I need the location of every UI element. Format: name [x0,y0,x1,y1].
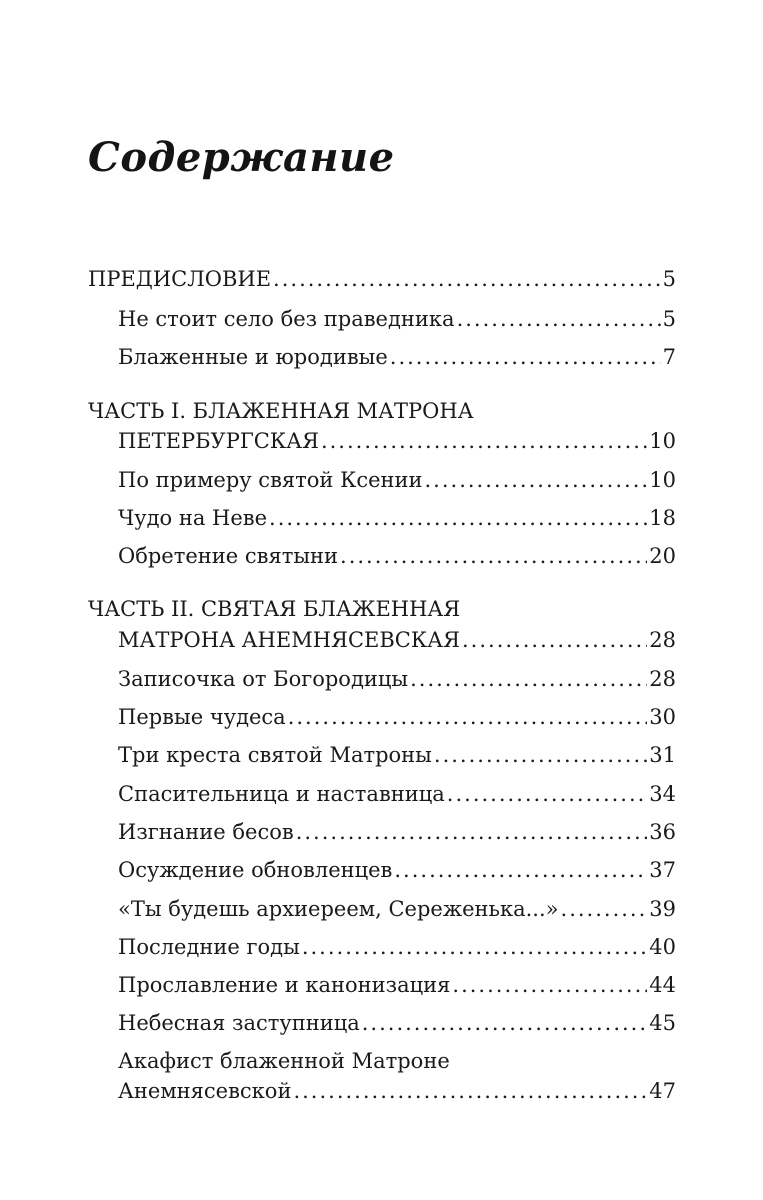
toc-entry-preface[interactable] [88,266,676,292]
page-title: Содержание [88,134,395,181]
toc-entry-label: ПРЕДИСЛОВИЕ [88,267,272,291]
toc-entry-label: МАТРОНА АНЕМНЯСЕВСКАЯ [118,628,460,652]
toc-page-number: 20 [649,544,676,568]
toc-page-number: 37 [649,858,676,882]
toc-page-number: 45 [649,1011,676,1035]
toc-entry[interactable] [118,505,676,531]
toc-page-number: 30 [649,705,676,729]
dot-leader [434,742,647,768]
dot-leader [447,781,647,807]
toc-entry-label: По примеру святой Ксении [118,468,423,492]
toc-entry-label: Осуждение обновленцев [118,858,393,882]
dot-leader [340,543,647,569]
toc-entry-label-line1[interactable]: Акафист блаженной Матроне [118,1049,450,1073]
toc-entry-label: Прославление и канонизация [118,973,451,997]
toc-entry-label: Блаженные и юродивые [118,345,388,369]
toc-page-number: 18 [649,506,676,530]
toc-page-number: 40 [649,935,676,959]
toc-entry-label: Три креста святой Матроны [118,743,432,767]
toc-entry[interactable] [118,972,676,998]
dot-leader [273,266,661,292]
toc-entry-label: Не стоит село без праведника [118,307,455,331]
toc-entry[interactable] [118,344,676,370]
dot-leader [457,306,661,332]
toc-entry-part1[interactable] [118,428,676,454]
toc-entry-akathist[interactable] [118,1078,676,1104]
toc-entry[interactable] [118,306,676,332]
dot-leader [293,1078,647,1104]
toc-page-number: 10 [649,429,676,453]
toc-entry-label: Последние годы [118,935,300,959]
dot-leader [452,972,647,998]
toc-part-heading[interactable]: ЧАСТЬ I. БЛАЖЕННАЯ МАТРОНА [88,399,474,423]
toc-page-number: 7 [662,345,676,369]
toc-page-number: 36 [649,820,676,844]
toc-page-number: 47 [649,1079,676,1103]
toc-entry[interactable] [118,704,676,730]
toc-entry[interactable] [118,857,676,883]
toc-page-number: 10 [649,468,676,492]
toc-entry-label: Изгнание бесов [118,820,294,844]
toc-entry-label: Записочка от Богородицы [118,667,409,691]
toc-page-number: 5 [662,267,676,291]
dot-leader [302,934,647,960]
dot-leader [390,344,661,370]
toc-entry[interactable] [118,666,676,692]
toc-entry[interactable] [118,896,676,922]
toc-entry-label: «Ты будешь архиереем, Сереженька...» [118,897,559,921]
toc-page-number: 28 [649,628,676,652]
toc-page-number: 44 [649,973,676,997]
toc-entry[interactable] [118,1010,676,1036]
toc-entry[interactable] [118,467,676,493]
dot-leader [462,627,647,653]
toc-page-number: 34 [649,782,676,806]
toc-entry-label: Обретение святыни [118,544,339,568]
toc-entry[interactable] [118,742,676,768]
dot-leader [394,857,647,883]
toc-page-number: 39 [649,897,676,921]
toc-entry[interactable] [118,934,676,960]
toc-entry-label: Спасительница и наставница [118,782,445,806]
dot-leader [321,428,647,454]
dot-leader [269,505,647,531]
toc-entry-label: Чудо на Неве [118,506,268,530]
toc-entry-part2[interactable] [118,627,676,653]
dot-leader [288,704,648,730]
toc-page-number: 28 [649,667,676,691]
dot-leader [362,1010,648,1036]
toc-entry[interactable] [118,543,676,569]
dot-leader [561,896,648,922]
toc-entry-label: ПЕТЕРБУРГСКАЯ [118,429,319,453]
toc-entry[interactable] [118,781,676,807]
toc-page-number: 5 [662,307,676,331]
toc-entry-label: Анемнясевской [118,1079,292,1103]
toc-entry[interactable] [118,819,676,845]
toc-part-heading[interactable]: ЧАСТЬ II. СВЯТАЯ БЛАЖЕННАЯ [88,597,461,621]
dot-leader [296,819,648,845]
toc-entry-label: Небесная заступница [118,1011,360,1035]
dot-leader [425,467,648,493]
toc-page-number: 31 [649,743,676,767]
toc-entry-label: Первые чудеса [118,705,286,729]
dot-leader [410,666,647,692]
